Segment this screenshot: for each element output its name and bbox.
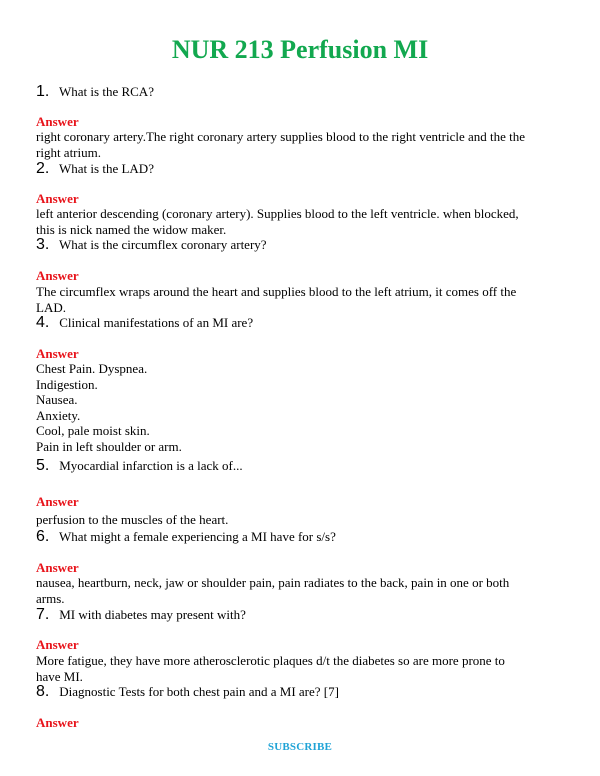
question-text: Diagnostic Tests for both chest pain and a MI are? [7] [59, 684, 339, 699]
answer-line: The circumflex wraps around the heart and supplies blood to the left atrium, it comes off the [36, 284, 517, 299]
question-text: Clinical manifestations of an MI are? [59, 315, 254, 330]
question-7 [36, 607, 246, 623]
answer-line: right coronary artery.The right coronary artery supplies blood to the right ventricle and the the [36, 129, 526, 144]
question-number: 4. [36, 314, 50, 331]
answer-line: More fatigue, they have more atherosclerotic plaques d/t the diabetes so are more prone to [36, 653, 505, 668]
question-2 [36, 161, 154, 177]
answer-line: left anterior descending (coronary artery). Supplies blood to the left ventricle. when blocked, [36, 206, 519, 221]
answer-label: Answer [36, 346, 79, 361]
answer-label: Answer [36, 560, 79, 575]
answer-line: LAD. [36, 299, 66, 315]
answer-3 [36, 284, 566, 315]
answer-line: perfusion to the muscles of the heart. [36, 512, 229, 527]
answer-line: have MI. [36, 668, 83, 684]
question-number: 3. [36, 236, 50, 253]
question-text: MI with diabetes may present with? [59, 607, 246, 622]
question-4 [36, 315, 253, 331]
question-8 [36, 684, 339, 700]
question-text: What is the RCA? [59, 84, 154, 99]
answer-7 [36, 653, 566, 684]
question-number: 6. [36, 528, 50, 545]
answer-line: Nausea. [36, 392, 78, 407]
question-5 [36, 458, 243, 474]
answer-line: Pain in left shoulder or arm. [36, 438, 182, 454]
answer-4 [36, 361, 566, 454]
answer-label: Answer [36, 191, 79, 206]
answer-line: Cool, pale moist skin. [36, 423, 150, 438]
question-number: 8. [36, 683, 50, 700]
answer-label: Answer [36, 114, 79, 129]
question-3 [36, 237, 267, 253]
answer-line: nausea, heartburn, neck, jaw or shoulder pain, pain radiates to the back, pain in one or both [36, 575, 510, 590]
answer-line: Anxiety. [36, 407, 81, 423]
question-number: 2. [36, 160, 50, 177]
answer-2 [36, 206, 566, 237]
answer-line: right atrium. [36, 144, 101, 160]
answer-label: Answer [36, 494, 79, 509]
answer-line: arms. [36, 590, 65, 606]
answer-6 [36, 575, 566, 606]
answer-line: Indigestion. [36, 376, 98, 392]
question-6 [36, 529, 336, 545]
answer-1 [36, 129, 566, 160]
question-text: What is the circumflex coronary artery? [59, 237, 267, 252]
question-1 [36, 84, 154, 100]
question-text: What is the LAD? [59, 161, 154, 176]
answer-line: this is nick named the widow maker. [36, 221, 227, 237]
question-number: 5. [36, 457, 50, 474]
question-number: 1. [36, 83, 50, 100]
answer-5 [36, 512, 566, 528]
page-title: NUR 213 Perfusion MI [171, 35, 429, 64]
subscribe-link[interactable]: SUBSCRIBE [267, 741, 333, 753]
answer-label: Answer [36, 715, 79, 730]
answer-label: Answer [36, 637, 79, 652]
question-number: 7. [36, 606, 50, 623]
answer-line: Chest Pain. Dyspnea. [36, 361, 148, 376]
answer-label: Answer [36, 268, 79, 283]
question-text: Myocardial infarction is a lack of... [59, 458, 243, 473]
question-text: What might a female experiencing a MI have for s/s? [59, 529, 336, 544]
